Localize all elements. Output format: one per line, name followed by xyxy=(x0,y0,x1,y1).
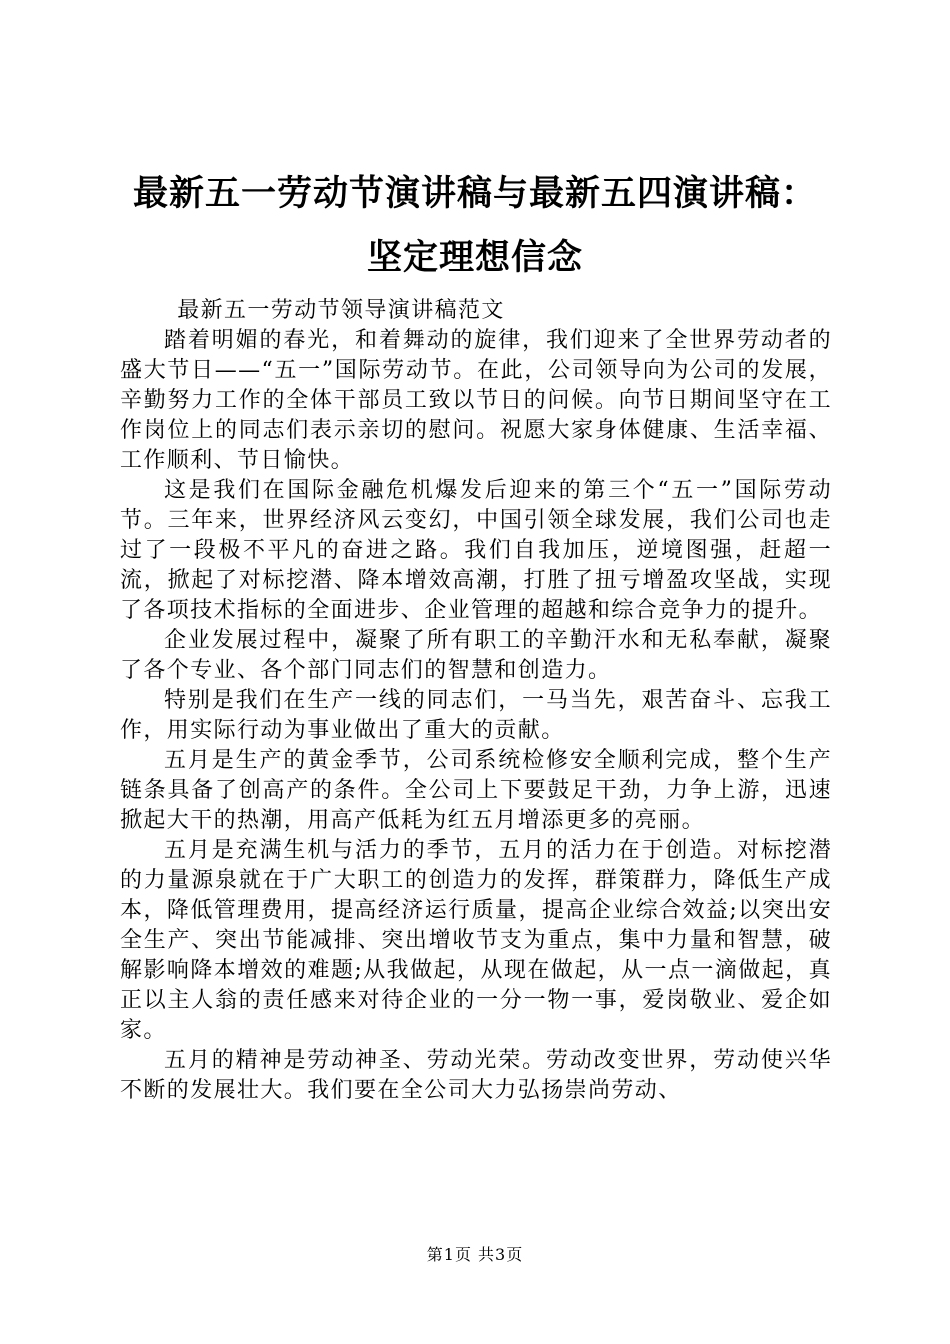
document-body xyxy=(120,296,832,1106)
paragraph: 五月是生产的黄金季节，公司系统检修安全顺利完成，整个生产链条具备了创高产的条件。全公司上下要鼓足干劲，力争上游，迅速掀起大干的热潮，用高产低耗为红五月增添更多的亮丽。 xyxy=(120,748,832,833)
paragraph: 五月的精神是劳动神圣、劳动光荣。劳动改变世界，劳动使兴华不断的发展壮大。我们要在全公司大力弘扬崇尚劳动、 xyxy=(120,1048,832,1103)
paragraph: 特别是我们在生产一线的同志们，一马当先，艰苦奋斗、忘我工作，用实际行动为事业做出了重大的贡献。 xyxy=(120,688,832,743)
page-title: 最新五一劳动节演讲稿与最新五四演讲稿：坚定理想信念 xyxy=(132,173,817,278)
paragraph: 五月是充满生机与活力的季节，五月的活力在于创造。对标挖潜的力量源泉就在于广大职工的创造力的发挥，群策群力，降低生产成本，降低管理费用，提高经济运行质量，提高企业综合效益;以突出安全生产、突出节能减排、突出增收节支为重点，集中力量和智慧，破解影响降本增效的难题;从我做起，从现在做起，从一点一滴做起，真正以主人翁的责任感来对待企业的一分一物一事，爱岗敬业、爱企如家。 xyxy=(120,838,832,1043)
page-footer: 第1页 共3页 xyxy=(426,1245,524,1264)
paragraph: 企业发展过程中，凝聚了所有职工的辛勤汗水和无私奉献，凝聚了各个专业、各个部门同志们的智慧和创造力。 xyxy=(120,628,832,683)
document-subtitle: 最新五一劳动节领导演讲稿范文 xyxy=(177,298,505,323)
paragraph: 踏着明媚的春光，和着舞动的旋律，我们迎来了全世界劳动者的盛大节日——“五一”国际劳动节。在此，公司领导向为公司的发展，辛勤努力工作的全体干部员工致以节日的问候。向节日期间坚守在工作岗位上的同志们表示亲切的慰问。祝愿大家身体健康、生活幸福、工作顺利、节日愉快。 xyxy=(120,328,832,473)
paragraph: 这是我们在国际金融危机爆发后迎来的第三个“五一”国际劳动节。三年来，世界经济风云变幻，中国引领全球发展，我们公司也走过了一段极不平凡的奋进之路。我们自我加压，逆境图强，赶超一流，掀起了对标挖潜、降本增效高潮，打胜了扭亏增盈攻坚战，实现了各项技术指标的全面进步、企业管理的超越和综合竞争力的提升。 xyxy=(120,478,832,623)
